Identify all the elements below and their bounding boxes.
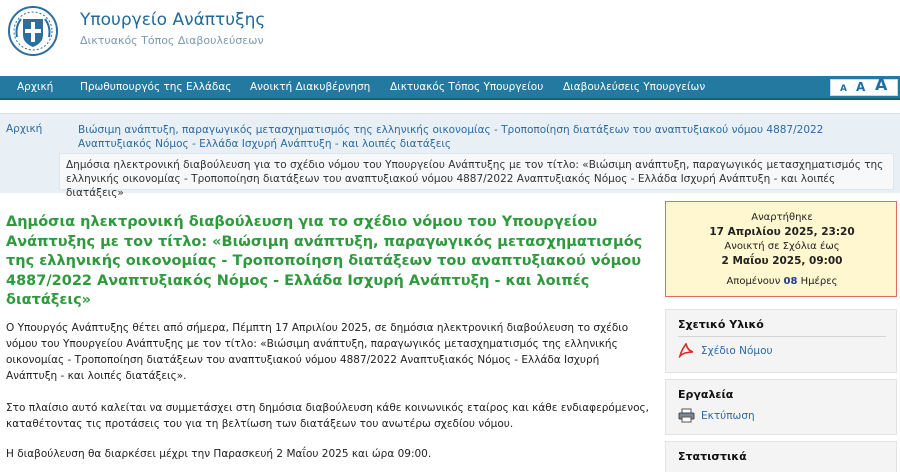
nav-item-ministry-site[interactable]: Δικτυακός Τόπος Υπουργείου xyxy=(390,81,544,93)
font-size-large-button[interactable]: A xyxy=(875,75,888,94)
print-label[interactable]: Εκτύπωση xyxy=(701,409,755,422)
tools-heading: Εργαλεία xyxy=(678,388,734,401)
breadcrumb-home-link[interactable]: Αρχική xyxy=(6,123,43,135)
draft-law-link[interactable] xyxy=(678,343,773,358)
duration-paragraph: Η διαβούλευση θα διαρκέσει μέχρι την Παρασκευή 2 Μαΐου 2025 και ώρα 09:00. xyxy=(6,448,432,460)
font-size-small-button[interactable]: A xyxy=(840,84,847,94)
site-title[interactable]: Υπουργείο Ανάπτυξης xyxy=(80,10,266,30)
breadcrumb-parent-link[interactable]: Βιώσιμη ανάπτυξη, παραγωγικός μετασχηματισμός της ελληνικής οικονομίας - Τροποποίηση διατάξεων του αναπτυξιακού νόμου 4887/2022 Αναπτυξιακός Νόμος - Ελλάδα Ισχυρή Ανάπτυξη - και λοιπές διατάξεις xyxy=(78,124,824,150)
days-remaining-prefix: Απομένουν xyxy=(726,276,781,287)
posted-date: 17 Απριλίου 2025, 23:20 xyxy=(709,226,855,238)
statistics-panel xyxy=(665,441,897,472)
page-title: Δημόσια ηλεκτρονική διαβούλευση για το σχέδιο νόμου του Υπουργείου Ανάπτυξης με τον τίτλο: «Βιώσιμη ανάπτυξη, παραγωγικός μετασχηματισμός της ελληνικής οικονομίας - Τροποποίηση διατάξεων του αναπτυξιακού νόμου 4887/2022 Αναπτυξιακός Νόμος - Ελλάδα Ισχυρή Ανάπτυξη - και λοιπές διατάξεις» xyxy=(6,214,643,308)
nav-item-ministry-consultations[interactable]: Διαβουλεύσεις Υπουργείων xyxy=(563,81,706,93)
printer-icon xyxy=(678,408,695,423)
close-date: 2 Μαΐου 2025, 09:00 xyxy=(721,255,843,267)
related-material-panel xyxy=(665,309,897,373)
greek-coat-of-arms-icon[interactable] xyxy=(7,5,59,57)
nav-item-open-government[interactable]: Ανοικτή Διακυβέρνηση xyxy=(250,81,371,93)
intro-paragraph: Ο Υπουργός Ανάπτυξης θέτει από σήμερα, Πέμπτη 17 Απριλίου 2025, σε δημόσια ηλεκτρονική διαβούλευση το σχέδιο νόμου του Υπουργείου Ανάπτυξης με τον τίτλο: «Βιώσιμη ανάπτυξη, παραγωγικός μετασχηματισμός της ελληνικής οικονομίας - Τροποποίηση διατάξεων του αναπτυξιακού νόμου 4887/2022 Αναπτυξιακός Νόμος - Ελλάδα Ισχυρή Ανάπτυξη - και λοιπές διατάξεις». xyxy=(6,322,629,382)
font-size-controls xyxy=(830,75,898,96)
days-remaining-suffix: Ημέρες xyxy=(800,276,838,287)
related-material-heading: Σχετικό Υλικό xyxy=(678,318,764,331)
breadcrumb-current: Δημόσια ηλεκτρονική διαβούλευση για το σχέδιο νόμου του Υπουργείου Ανάπτυξης με τον τίτλο: «Βιώσιμη ανάπτυξη, παραγωγικός μετασχηματισμός της ελληνικής οικονομίας - Τροποποίηση διατάξεων του αναπτυξιακού νόμου 4887/2022 Αναπτυξιακός Νόμος - Ελλάδα Ισχυρή Ανάπτυξη - και λοιπές διατάξεις» xyxy=(66,159,884,199)
posted-label: Αναρτήθηκε xyxy=(751,212,813,223)
pdf-icon xyxy=(678,343,695,358)
print-link[interactable] xyxy=(678,408,755,423)
nav-item-home[interactable]: Αρχική xyxy=(17,81,54,93)
days-remaining xyxy=(666,276,898,287)
breadcrumb-current-box xyxy=(59,153,894,199)
main-nav xyxy=(0,76,900,100)
open-until-label: Ανοικτή σε Σχόλια έως xyxy=(724,241,840,252)
site-header xyxy=(0,0,900,76)
tools-panel xyxy=(665,379,897,435)
participation-paragraph: Στο πλαίσιο αυτό καλείται να συμμετάσχει στη δημόσια διαβούλευση κάθε κοινωνικός εταίρος και κάθε ενδιαφερόμενος, καταθέτοντας τις προτάσεις του για τη βελτίωση των διατάξεων του ανωτέρω σχεδίου νόμου. xyxy=(6,402,649,430)
draft-law-label[interactable]: Σχέδιο Νόμου xyxy=(701,344,773,357)
site-subtitle: Δικτυακός Τόπος Διαβουλεύσεων xyxy=(80,34,264,47)
breadcrumb xyxy=(0,113,900,199)
font-size-medium-button[interactable]: A xyxy=(856,80,866,94)
divider xyxy=(678,336,886,337)
days-remaining-count: 08 xyxy=(783,276,798,287)
statistics-heading: Στατιστικά xyxy=(678,450,747,463)
nav-item-prime-minister[interactable]: Πρωθυπουργός της Ελλάδας xyxy=(80,81,232,93)
consultation-dates-box xyxy=(665,201,897,297)
